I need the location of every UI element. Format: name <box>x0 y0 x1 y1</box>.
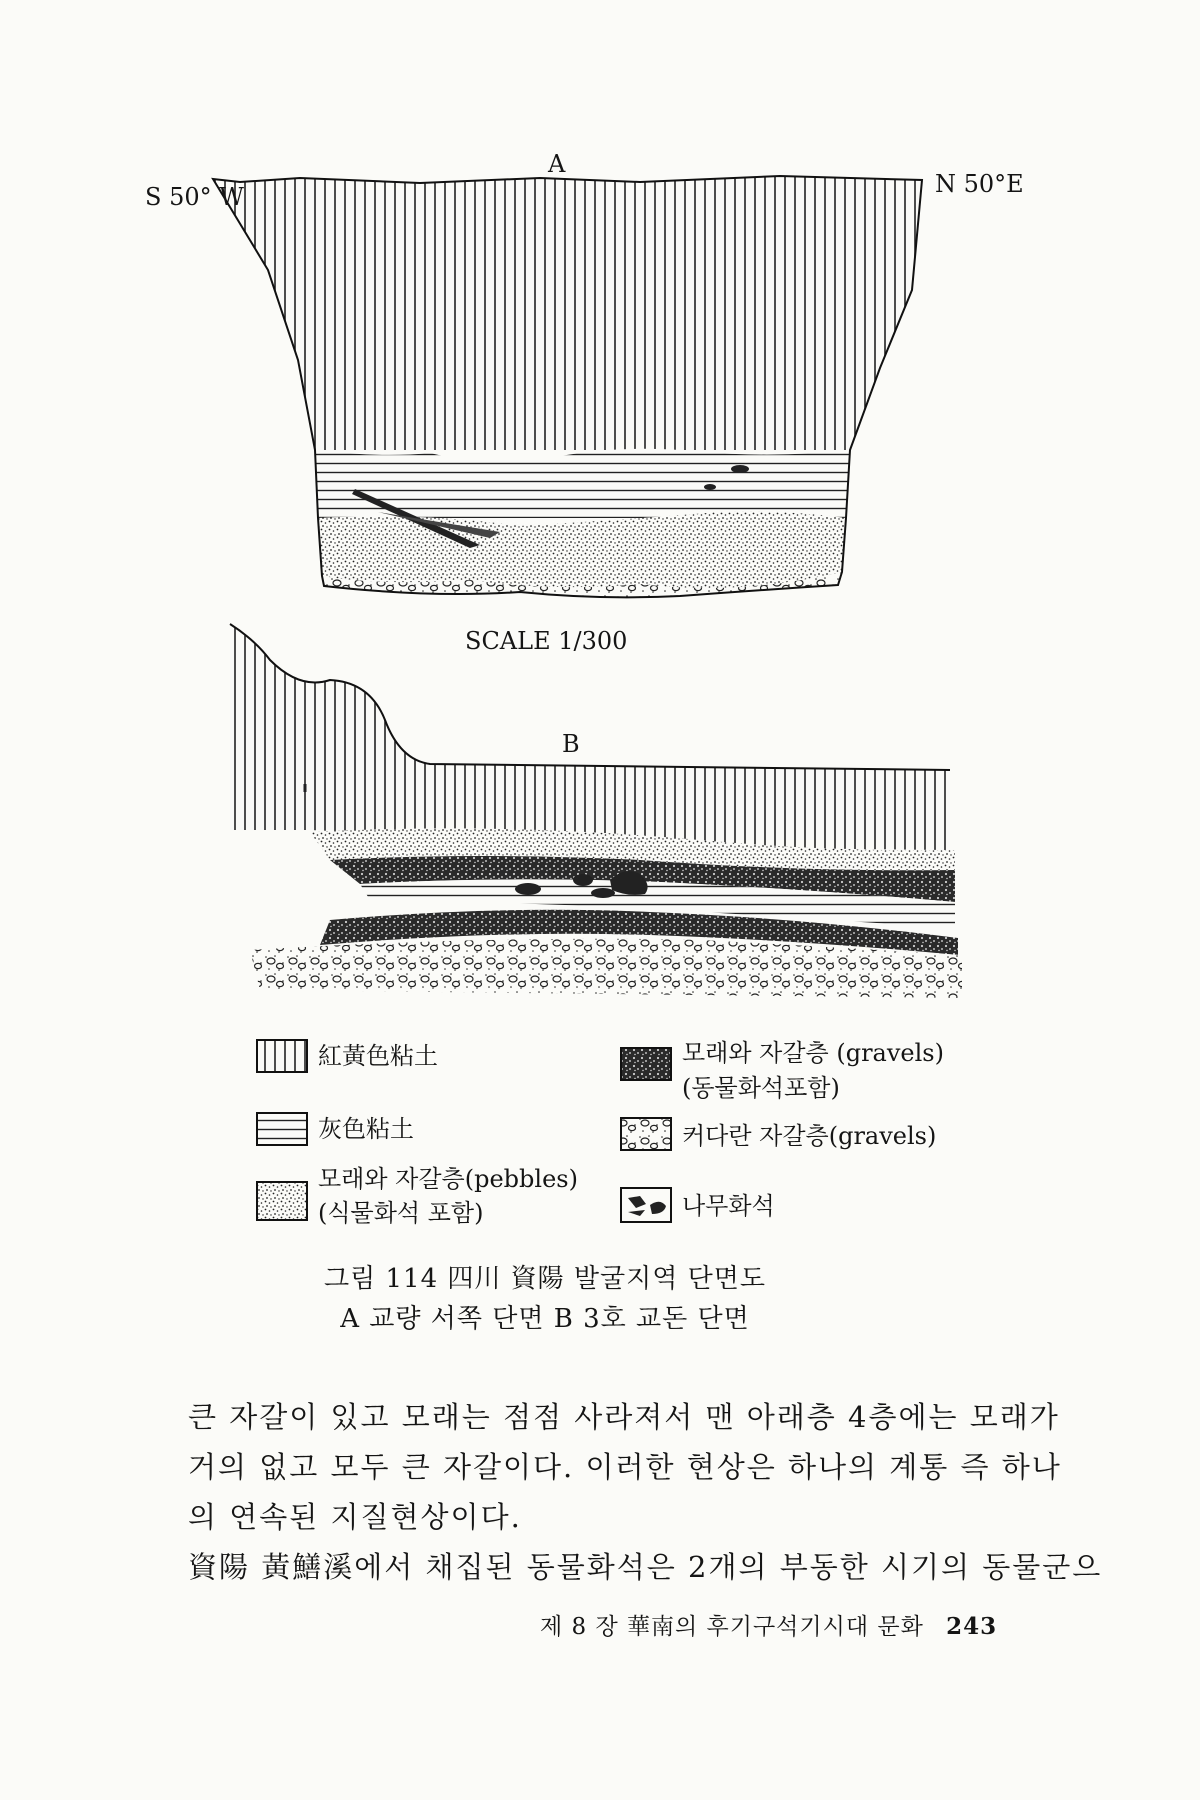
legend-swatch-wood-fossil <box>621 1188 671 1222</box>
figure-caption-line1: 그림 114 四川 資陽 발굴지역 단면도 <box>324 1264 766 1294</box>
figure-caption-line2: A 교량 서쪽 단면 B 3호 교돈 단면 <box>340 1304 750 1334</box>
legend-subtext-gravels-fossil: (동물화석포함) <box>682 1074 840 1102</box>
legend-text-wood-fossil: 나무화석 <box>682 1192 775 1220</box>
section-b-drawing <box>230 624 962 998</box>
body-text-line-4: 資陽 黃鱔溪에서 채집된 동물화석은 2개의 부동한 시기의 동물군으 <box>188 1550 1103 1584</box>
page-footer <box>540 1608 997 1641</box>
chapter-title: 제 8 장 華南의 후기구석기시대 문화 <box>540 1614 924 1640</box>
legend-swatch-gravels-fossil <box>621 1048 671 1080</box>
section-a-left-direction: S 50° W <box>145 183 244 211</box>
legend-swatch-coarse-gravels <box>621 1118 671 1150</box>
section-a-drawing <box>213 176 922 597</box>
legend-text-red-yellow-clay: 紅黃色粘土 <box>318 1042 438 1070</box>
body-text-line-1: 큰 자갈이 있고 모래는 점점 사라져서 맨 아래층 4층에는 모래가 <box>188 1400 1060 1434</box>
legend-swatch-red-yellow-clay <box>257 1040 307 1072</box>
section-b-label: B <box>562 730 580 758</box>
legend-swatch-grey-clay <box>257 1113 307 1145</box>
legend-text-pebbles: 모래와 자갈층(pebbles) <box>318 1165 578 1193</box>
section-a-right-direction: N 50°E <box>935 170 1024 198</box>
legend-text-coarse-gravels: 커다란 자갈층(gravels) <box>682 1122 937 1150</box>
section-a-label: A <box>548 150 566 178</box>
body-text-line-2: 거의 없고 모두 큰 자갈이다. 이러한 현상은 하나의 계통 즉 하나 <box>188 1450 1062 1484</box>
page-number: 243 <box>946 1613 998 1640</box>
scale-label: SCALE 1/300 <box>465 627 628 655</box>
legend-swatch-pebbles <box>257 1182 307 1220</box>
legend-subtext-pebbles: (식물화석 포함) <box>318 1199 484 1227</box>
legend-text-grey-clay: 灰色粘土 <box>318 1115 414 1143</box>
legend-text-gravels-fossil: 모래와 자갈층 (gravels) <box>682 1039 944 1067</box>
body-text-line-3: 의 연속된 지질현상이다. <box>188 1500 522 1534</box>
